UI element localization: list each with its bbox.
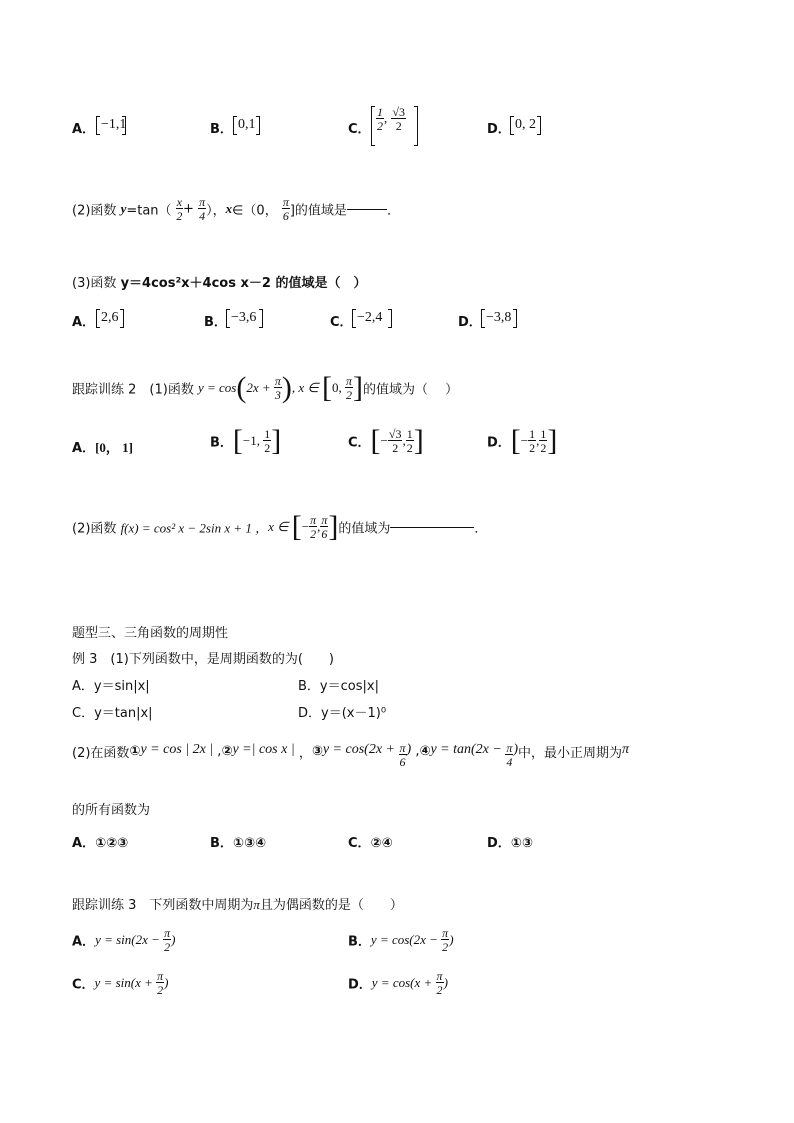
ex3-option-b: B．y＝cos|x|: [298, 679, 379, 694]
t3-option-d: D．y = cos(x + $\frac{\pi}{2}$ ): [348, 969, 448, 997]
example-3-q2-line2: 的所有函数为: [72, 803, 151, 818]
q3-option-a-label: A．: [72, 315, 96, 330]
q1-option-d-label: D．: [487, 122, 511, 137]
bracket-left: [96, 309, 100, 328]
question-2: (2)函数 y=tan（ $\frac{x}{2}$ + $\frac{\pi}{4}$ ），x∈（0， $\frac{\pi}{6}$ ]的值域是 ．: [72, 195, 400, 223]
t2-option-b: B．[−1, $\frac{1}{2}$ ]: [210, 424, 282, 457]
bracket-right: [256, 116, 260, 135]
bracket-right: [537, 116, 541, 135]
q1-option-c-label: C．: [348, 122, 371, 137]
tracking-3: 跟踪训练 3 下列函数中周期为π且为偶函数的是（ ）: [72, 897, 403, 913]
bracket-left: [226, 309, 230, 328]
bracket-left: [352, 309, 356, 328]
t2-option-a: A．[0， 1]: [72, 440, 133, 456]
q1-option-c-value: $\frac{1}{2}$ , $\frac{√3}{2}$: [377, 105, 405, 133]
t3-option-b: B．y = cos(2x − $\frac{\pi}{2}$ ): [348, 926, 454, 954]
option-value: 0,1: [238, 117, 256, 132]
question-3: (3)函数 y＝4cos²x＋4cos x－2 的值域是（ ）: [72, 276, 367, 291]
tracking-2-q2: (2)函数 f(x) = cos² x − 2sin x + 1 ，x ∈ [− $\frac{\pi}{2}$ , $\frac{\pi}{6}$ ]的值域为 ．: [72, 510, 488, 543]
ex3q2-option-a: A．①②③: [72, 836, 129, 851]
q3-option-d-label: D．: [458, 315, 482, 330]
t2-option-c: C．[− $\frac{√3}{2}$ , $\frac{1}{2}$ ]: [348, 424, 424, 457]
bracket-right: [122, 116, 126, 135]
option-value: −3,6: [231, 310, 257, 325]
answer-blank[interactable]: [390, 527, 474, 528]
bracket-right: [513, 309, 517, 328]
bracket-left: [481, 309, 485, 328]
answer-blank[interactable]: [347, 209, 387, 210]
bracket-left: [510, 116, 514, 135]
q3-option-c-label: C．: [330, 315, 353, 330]
bracket-left: [233, 116, 237, 135]
ex3-option-a: A．y＝sin|x|: [72, 679, 150, 694]
option-value: 2,6: [101, 310, 119, 325]
q1-option-b-label: B．: [210, 122, 233, 137]
ex3-option-c: C．y＝tan|x|: [72, 706, 153, 721]
ex3q2-option-d: D．①③: [487, 836, 533, 851]
q1-option-a: [72, 118, 95, 137]
q3-option-b-label: B．: [204, 315, 227, 330]
t3-option-a: A．y = sin(2x − $\frac{\pi}{2}$ ): [72, 926, 176, 954]
section-heading: 题型三、三角函数的周期性: [72, 626, 229, 641]
option-value: 0, 2: [515, 117, 536, 132]
bracket-left: [371, 106, 375, 146]
ex3q2-option-b: B．①③④: [210, 836, 266, 851]
bracket-left: [96, 116, 100, 135]
bracket-right: [414, 106, 418, 146]
option-label: A．: [72, 122, 96, 137]
t2-option-d: D．[− $\frac{1}{2}$ , $\frac{1}{2}$ ]: [487, 424, 558, 457]
option-value: −2,4: [357, 310, 383, 325]
tracking-2-q1: 跟踪训练 2 (1)函数 y = cos(2x + $\frac{\pi}{3}$ ), x ∈ [0, $\frac{\pi}{2}$ ]的值域为（ ）: [72, 371, 459, 404]
example-3-q1: 例 3 (1)下列函数中，是周期函数的为( ): [72, 652, 334, 667]
option-value: −1,1: [101, 117, 127, 132]
ex3-option-d: D．y＝(x－1)⁰: [298, 706, 387, 721]
bracket-right: [388, 309, 392, 328]
ex3q2-option-c: C．②④: [348, 836, 393, 851]
bracket-right: [259, 309, 263, 328]
example-3-q2: (2)在函数①y = cos | 2x | ,②y =| cos x | ，③y = cos(2x + $\frac{\pi}{6}$ ) ,④y = tan(2x − $\frac{\pi}{4}$ )中，最小正周期为π: [72, 741, 630, 769]
t3-option-c: C．y = sin(x + $\frac{\pi}{2}$ ): [72, 969, 169, 997]
option-value: −3,8: [486, 310, 512, 325]
bracket-right: [120, 309, 124, 328]
